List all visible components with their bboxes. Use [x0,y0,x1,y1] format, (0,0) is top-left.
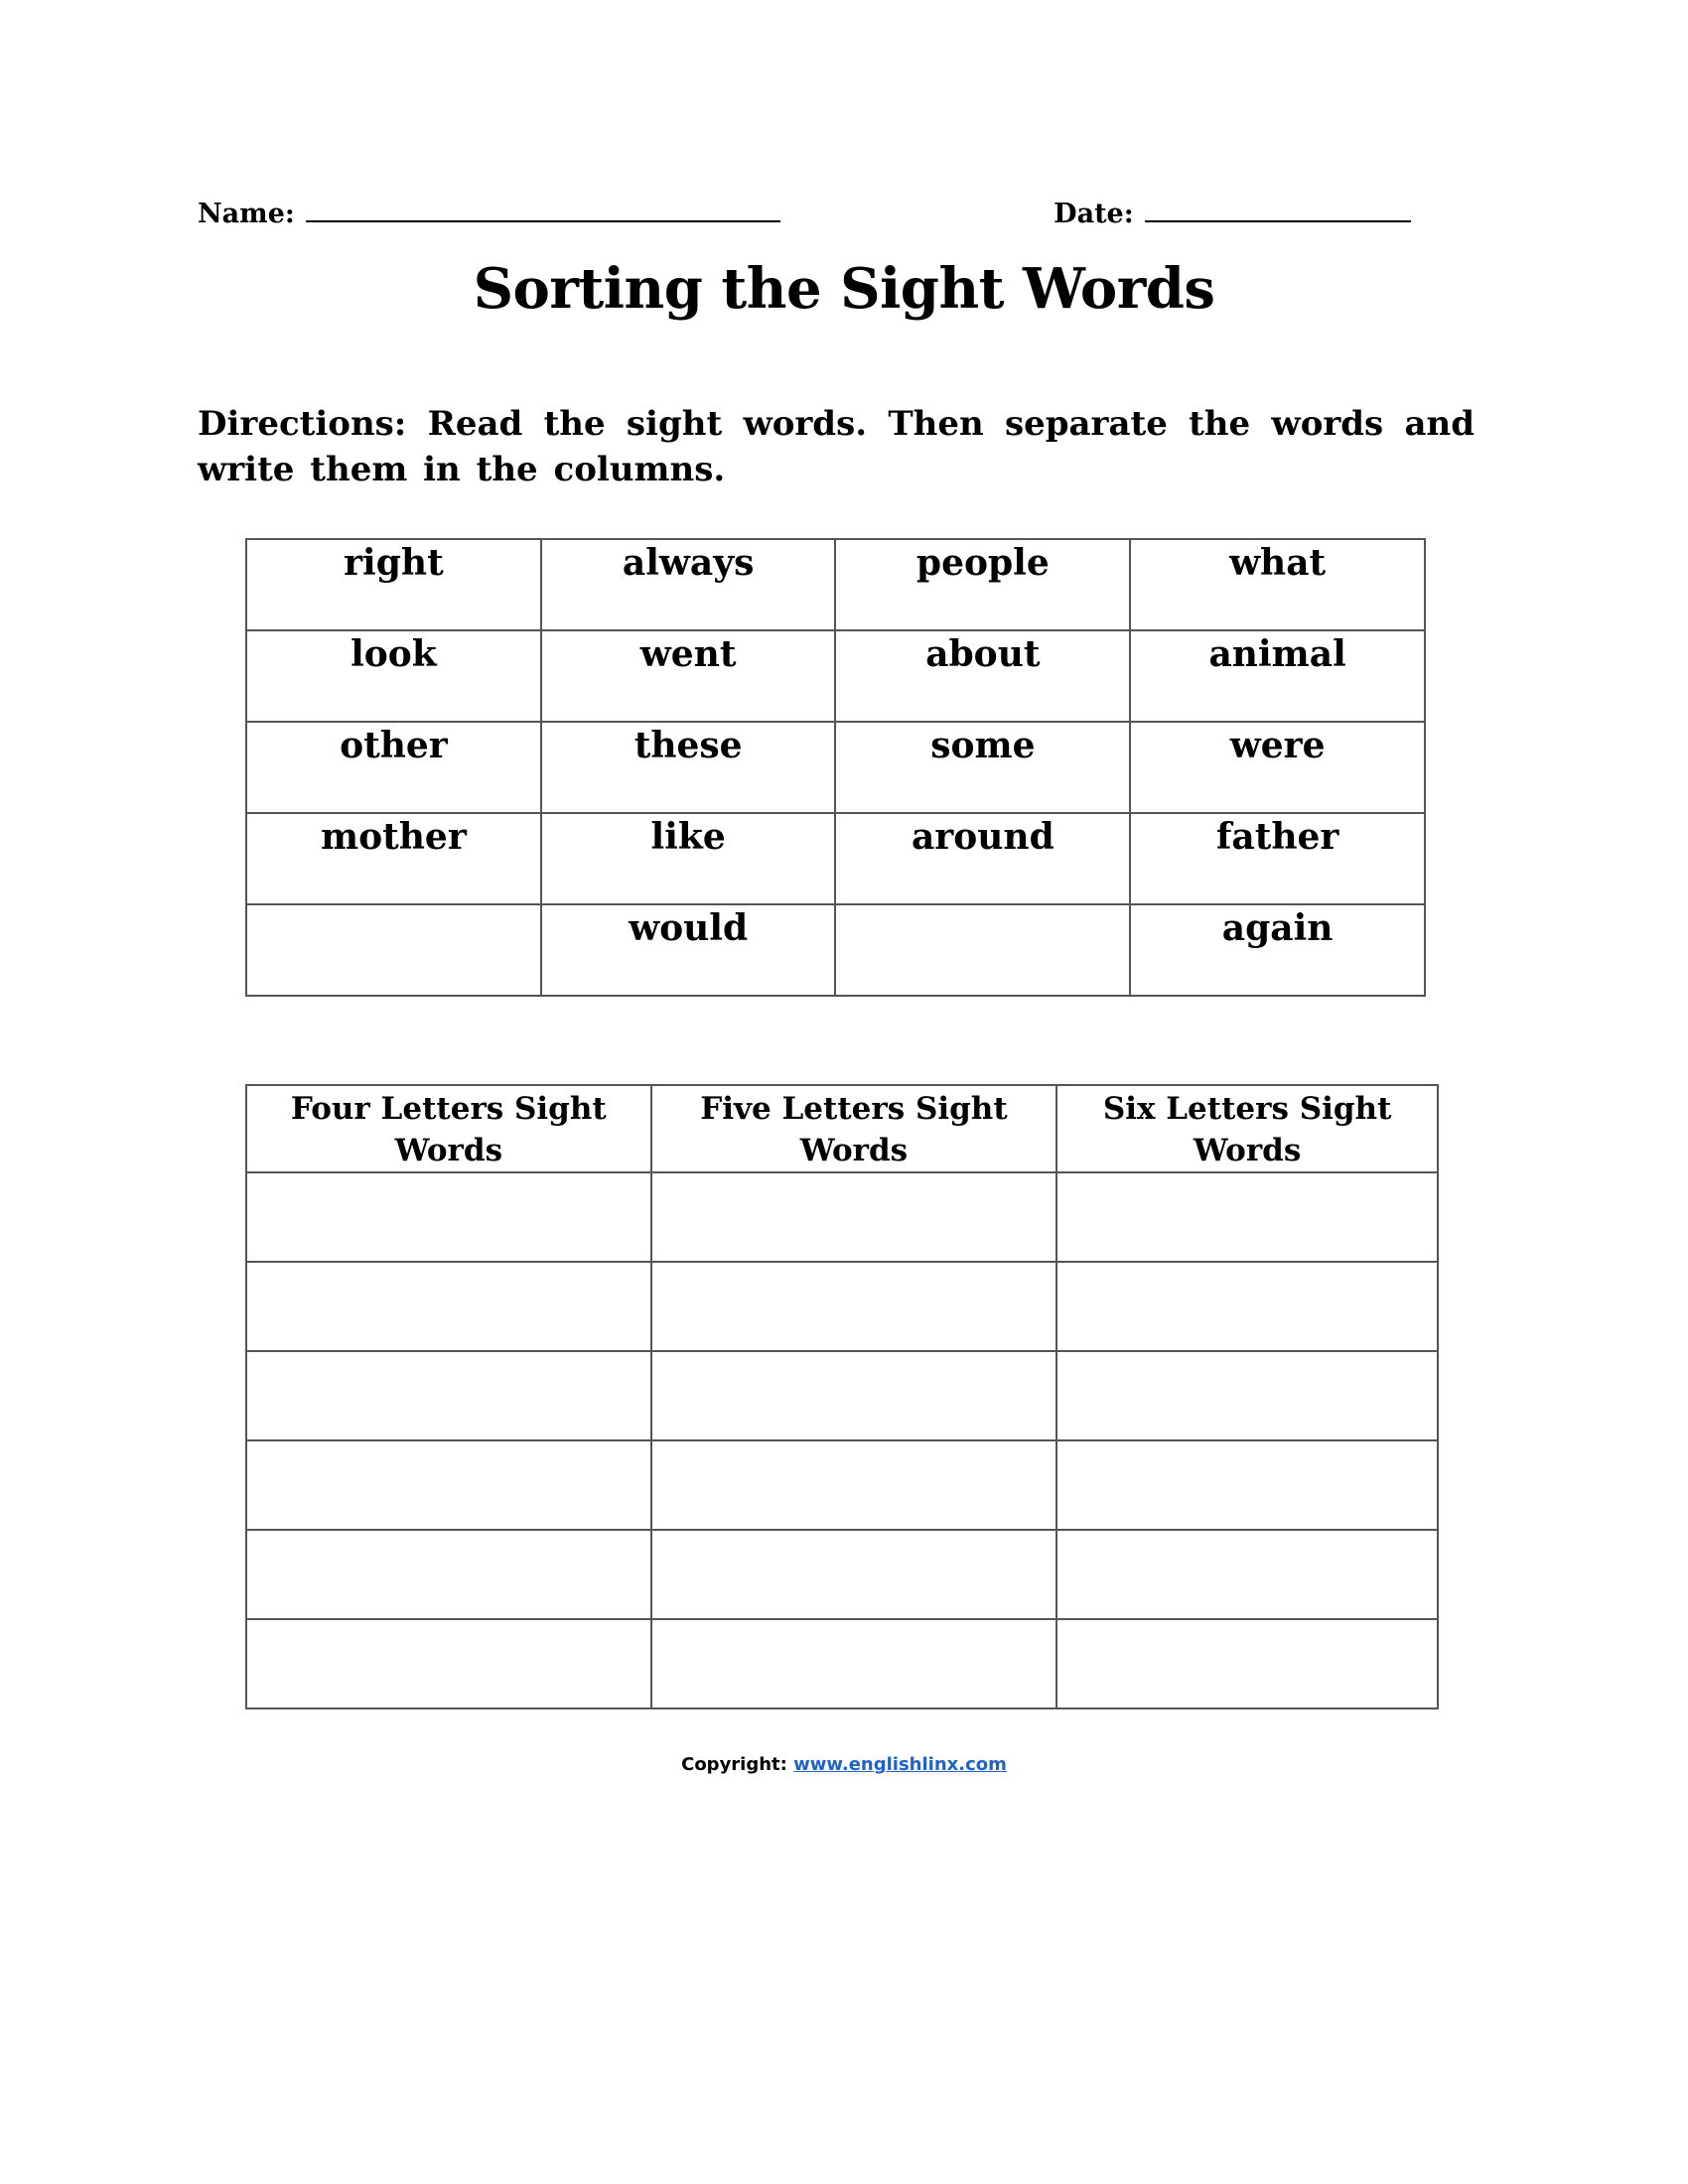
directions-text: Directions: Read the sight words. Then separate the words and write them in the columns. [198,404,1475,489]
word-cell: other [246,722,541,813]
answer-cell[interactable] [1056,1172,1438,1262]
word-cell [246,904,541,996]
answer-cell[interactable] [246,1440,651,1530]
answer-cell[interactable] [246,1172,651,1262]
word-cell: around [835,813,1130,904]
page-title: Sorting the Sight Words [473,256,1215,322]
column-header-four-letters: Four Letters Sight Words [246,1085,651,1172]
table-row [246,539,1425,630]
word-cell: again [1130,904,1425,996]
word-cell: about [835,630,1130,722]
englishlinx-link[interactable]: www.englishlinx.com [793,1754,1007,1775]
table-row [246,1440,1438,1530]
word-cell: these [541,722,836,813]
table-row [246,722,1425,813]
word-cell: what [1130,539,1425,630]
answer-cell[interactable] [246,1530,651,1619]
table-row [246,904,1425,996]
answer-cell[interactable] [246,1262,651,1351]
word-cell: like [541,813,836,904]
word-cell: some [835,722,1130,813]
date-field[interactable] [1145,197,1411,222]
copyright-label: Copyright: [681,1754,787,1775]
word-cell: look [246,630,541,722]
word-cell: father [1130,813,1425,904]
answer-cell[interactable] [651,1351,1057,1440]
answer-cell[interactable] [651,1530,1057,1619]
column-header-six-letters: Six Letters Sight Words [1056,1085,1438,1172]
word-cell: mother [246,813,541,904]
word-cell: were [1130,722,1425,813]
sorting-table [245,1084,1439,1709]
answer-cell[interactable] [246,1351,651,1440]
word-cell: went [541,630,836,722]
table-row [246,1619,1438,1708]
word-cell: people [835,539,1130,630]
word-bank-table [245,538,1426,997]
answer-cell[interactable] [1056,1351,1438,1440]
header-row [246,1085,1438,1172]
word-cell: right [246,539,541,630]
word-cell: animal [1130,630,1425,722]
answer-cell[interactable] [651,1619,1057,1708]
answer-cell[interactable] [246,1619,651,1708]
table-row [246,630,1425,722]
name-label: Name: [198,199,295,229]
header-fields [198,197,1488,236]
word-cell [835,904,1130,996]
date-label: Date: [1054,199,1134,229]
table-row [246,1262,1438,1351]
table-row [246,1172,1438,1262]
answer-cell[interactable] [1056,1619,1438,1708]
answer-cell[interactable] [651,1262,1057,1351]
word-cell: would [541,904,836,996]
copyright-footer [0,1754,1688,1775]
answer-cell[interactable] [1056,1530,1438,1619]
answer-cell[interactable] [1056,1262,1438,1351]
answer-cell[interactable] [651,1440,1057,1530]
answer-cell[interactable] [1056,1440,1438,1530]
column-header-five-letters: Five Letters Sight Words [651,1085,1057,1172]
table-row [246,1530,1438,1619]
name-field[interactable] [306,197,780,222]
table-row [246,813,1425,904]
answer-cell[interactable] [651,1172,1057,1262]
word-cell: always [541,539,836,630]
table-row [246,1351,1438,1440]
